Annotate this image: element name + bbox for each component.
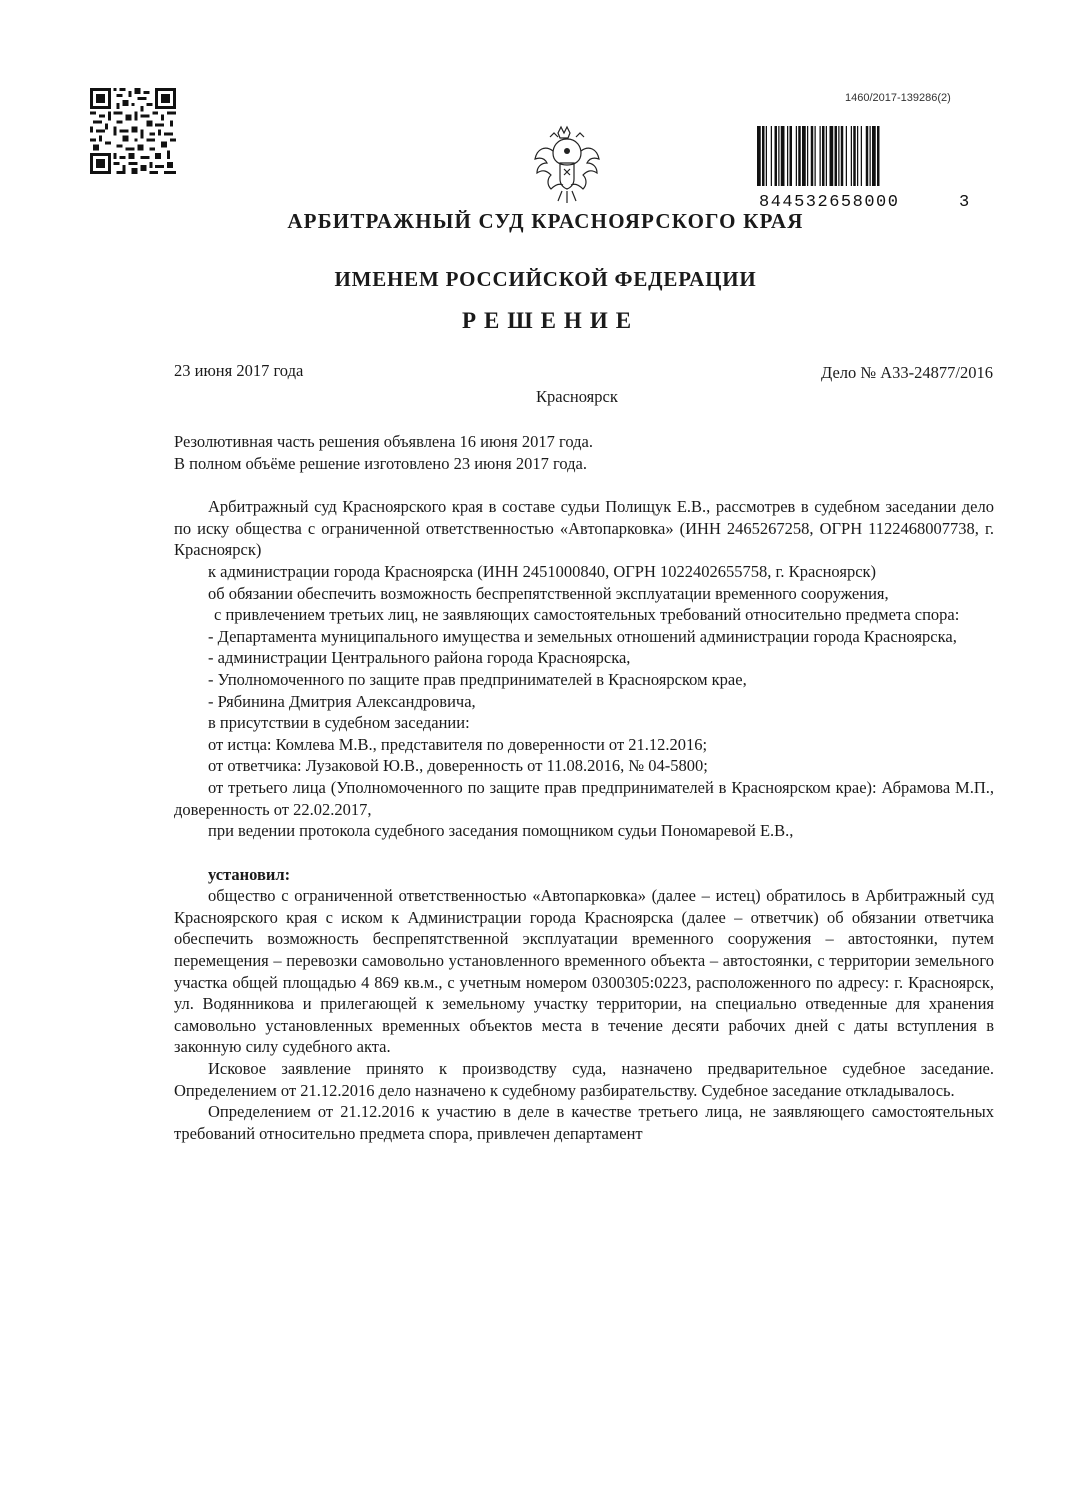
paragraph: от ответчика: Лузаковой Ю.В., доверенность от 11.08.2016, № 04-5800; (208, 756, 708, 776)
barcode (757, 126, 979, 208)
coat-of-arms-icon (532, 123, 602, 207)
paragraph: - Департамента муниципального имущества и земельных отношений администрации города Красноярска, (208, 626, 957, 646)
paragraph: об обязании обеспечить возможность беспрепятственной эксплуатации временного сооружения, (208, 583, 889, 603)
paragraph: к администрации города Красноярска (ИНН 2451000840, ОГРН 1022402655758, г. Красноярск) (208, 561, 877, 581)
document-number: 1460/2017-139286(2) (845, 92, 951, 104)
court-name: АРБИТРАЖНЫЙ СУД КРАСНОЯРСКОГО КРАЯ (287, 209, 804, 233)
paragraph: от третьего лица (Уполномоченного по защите прав предпринимателей в Красноярском крае): Абрамова М.П., доверенность от 22.02.2017, (174, 777, 994, 819)
paragraph: - Рябинина Дмитрия Александровича, (208, 691, 476, 711)
paragraph: Арбитражный суд Красноярского края в составе судьи Полищук Е.В., рассмотрев в судебном заседании дело по иску общества с ограниченной ответственностью «Автопарковка» (ИНН 2465267258, ОГРН 1122468007738, г. Красноярск) (174, 497, 994, 560)
city: Красноярск (536, 387, 618, 406)
case-number: Дело № А33-24877/2016 (820, 363, 993, 382)
paragraph: при ведении протокола судебного заседания помощником судьи Пономаревой Е.В., (208, 821, 794, 841)
document-type: РЕШЕНИЕ (461, 308, 640, 333)
paragraph: общество с ограниченной ответственностью «Автопарковка» (далее – истец) обратилось в Арбитражный суд Красноярского края с иском к Администрации города Красноярска (далее – ответчик) об обязании ответчика обеспечить возможность беспрепятственной эксплуатации временного сооружения – автостоянки, путем перемещения – перевозки самовольно установленного временного объекта – автостоянки, с территории земельного участка общей площадью 4 869 кв.м., с учетным номером 0300305:0223, расположенного по адресу: г. Красноярск, ул. Водянникова и прилегающей к земельному участку территории, на специально отведенные для хранения самовольно установленных временных объектов места в течение десяти рабочих дней с даты вступления в законную силу судебного акта. (174, 886, 994, 1057)
decision-date: 23 июня 2017 года (174, 361, 304, 380)
section-heading: установил: (208, 864, 291, 884)
paragraph: - Уполномоченного по защите прав предпринимателей в Красноярском крае, (208, 669, 747, 689)
paragraph: в присутствии в судебном заседании: (208, 713, 470, 733)
barcode-digits: 844532658000 (759, 193, 900, 208)
document-body (174, 431, 994, 1144)
in-name-of: ИМЕНЕМ РОССИЙСКОЙ ФЕДЕРАЦИИ (334, 267, 757, 291)
paragraph: Исковое заявление принято к производству суда, назначено предварительное судебное заседание. Определением от 21.12.2016 дело назначено к судебному разбирательству. Судебное заседание откладывалось. (174, 1059, 994, 1100)
paragraph: В полном объёме решение изготовлено 23 июня 2017 года. (174, 453, 587, 473)
paragraph: - администрации Центрального района города Красноярска, (208, 648, 631, 668)
paragraph: от истца: Комлева М.В., представителя по доверенности от 21.12.2016; (208, 734, 708, 754)
qr-code-icon (90, 88, 176, 174)
paragraph: с привлечением третьих лиц, не заявляющих самостоятельных требований относительно предмета спора: (214, 605, 960, 625)
barcode-digit-last: 3 (959, 193, 970, 208)
paragraph: Определением от 21.12.2016 к участию в деле в качестве третьего лица, не заявляющего самостоятельных требований относительно предмета спора, привлечен департамент (174, 1102, 994, 1143)
paragraph: Резолютивная часть решения объявлена 16 июня 2017 года. (174, 432, 593, 451)
